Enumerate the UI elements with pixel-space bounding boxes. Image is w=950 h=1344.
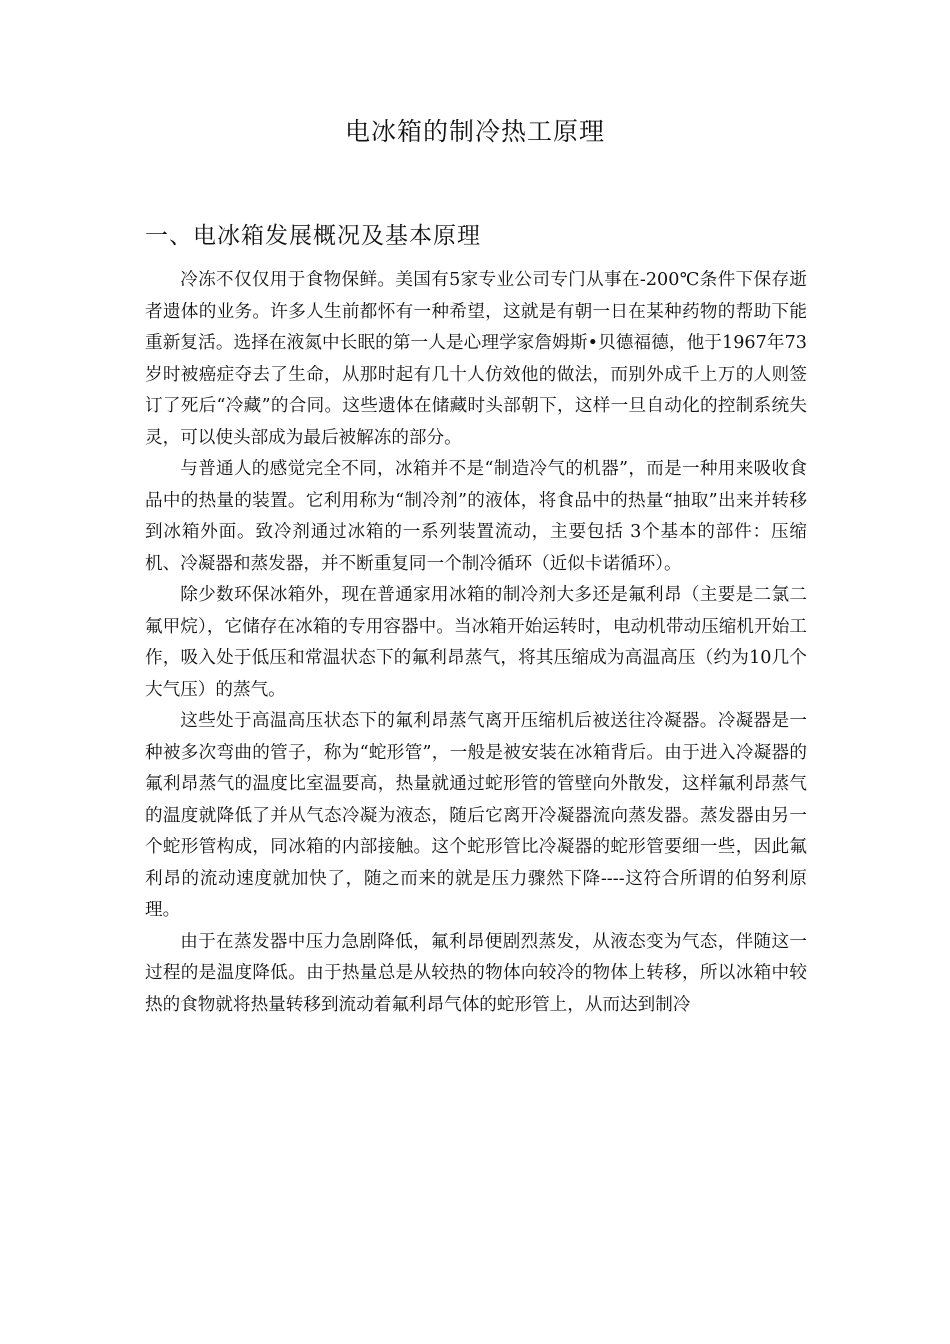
- paragraph-refrigerant-compression: 除少数环保冰箱外，现在普通家用冰箱的制冷剂大多还是氟利昂（主要是二氯二氟甲烷），它储存在冰箱的专用容器中。当冰箱开始运转时，电动机带动压缩机开始工作，吸入处于低压和常温状态下的氟利昂蒸气，将其压缩成为高温高压（约为10几个大气压）的蒸气。: [145, 585, 807, 700]
- paragraph-refrigerator-principle: 与普通人的感觉完全不同，冰箱并不是“制造冷气的机器”，而是一种用来吸收食品中的热量的装置。它利用称为“制冷剂”的液体，将食品中的热量“抽取”出来并转移到冰箱外面。致冷剂通过冰箱的一系列装置流动，主要包括 3个基本的部件：压缩机、冷凝器和蒸发器，并不断重复同一个制冷循环（近似卡诺循环）。: [145, 459, 807, 574]
- body-text: [145, 265, 807, 1021]
- paragraph-cryonics: 冷冻不仅仅用于食物保鲜。美国有5家专业公司专门从事在-200℃条件下保存逝者遗体的业务。许多人生前都怀有一种希望，这就是有朝一日在某种药物的帮助下能重新复活。选择在液氮中长眠的第一人是心理学家詹姆斯•贝德福德，他于1967年73岁时被癌症夺去了生命，从那时起有几十人仿效他的做法，而别外成千上万的人则签订了死后“冷藏”的合同。这些遗体在储藏时头部朝下，这样一旦自动化的控制系统失灵，可以使头部成为最后被解冻的部分。: [145, 270, 807, 448]
- paragraph-condenser-evaporator: 这些处于高温高压状态下的氟利昂蒸气离开压缩机后被送往冷凝器。冷凝器是一种被多次弯曲的管子，称为“蛇形管”，一般是被安装在冰箱背后。由于进入冷凝器的氟利昂蒸气的温度比室温要高，热量就通过蛇形管的管壁向外散发，这样氟利昂蒸气的温度就降低了并从气态冷凝为液态，随后它离开冷凝器流向蒸发器。蒸发器由另一个蛇形管构成，同冰箱的内部接触。这个蛇形管比冷凝器的蛇形管要细一些，因此氟利昂的流动速度就加快了，随之而来的就是压力骤然下降----这符合所谓的伯努利原理。: [145, 711, 807, 920]
- section-heading: 一、电冰箱发展概况及基本原理: [145, 223, 481, 249]
- document-title: 电冰箱的制冷热工原理: [344, 117, 605, 146]
- paragraph-evaporation-cooling: 由于在蒸发器中压力急剧降低，氟利昂便剧烈蒸发，从液态变为气态，伴随这一过程的是温度降低。由于热量总是从较热的物体向较冷的物体上转移，所以冰箱中较热的食物就将热量转移到流动着氟利昂气体的蛇形管上，从而达到制冷: [145, 931, 807, 1015]
